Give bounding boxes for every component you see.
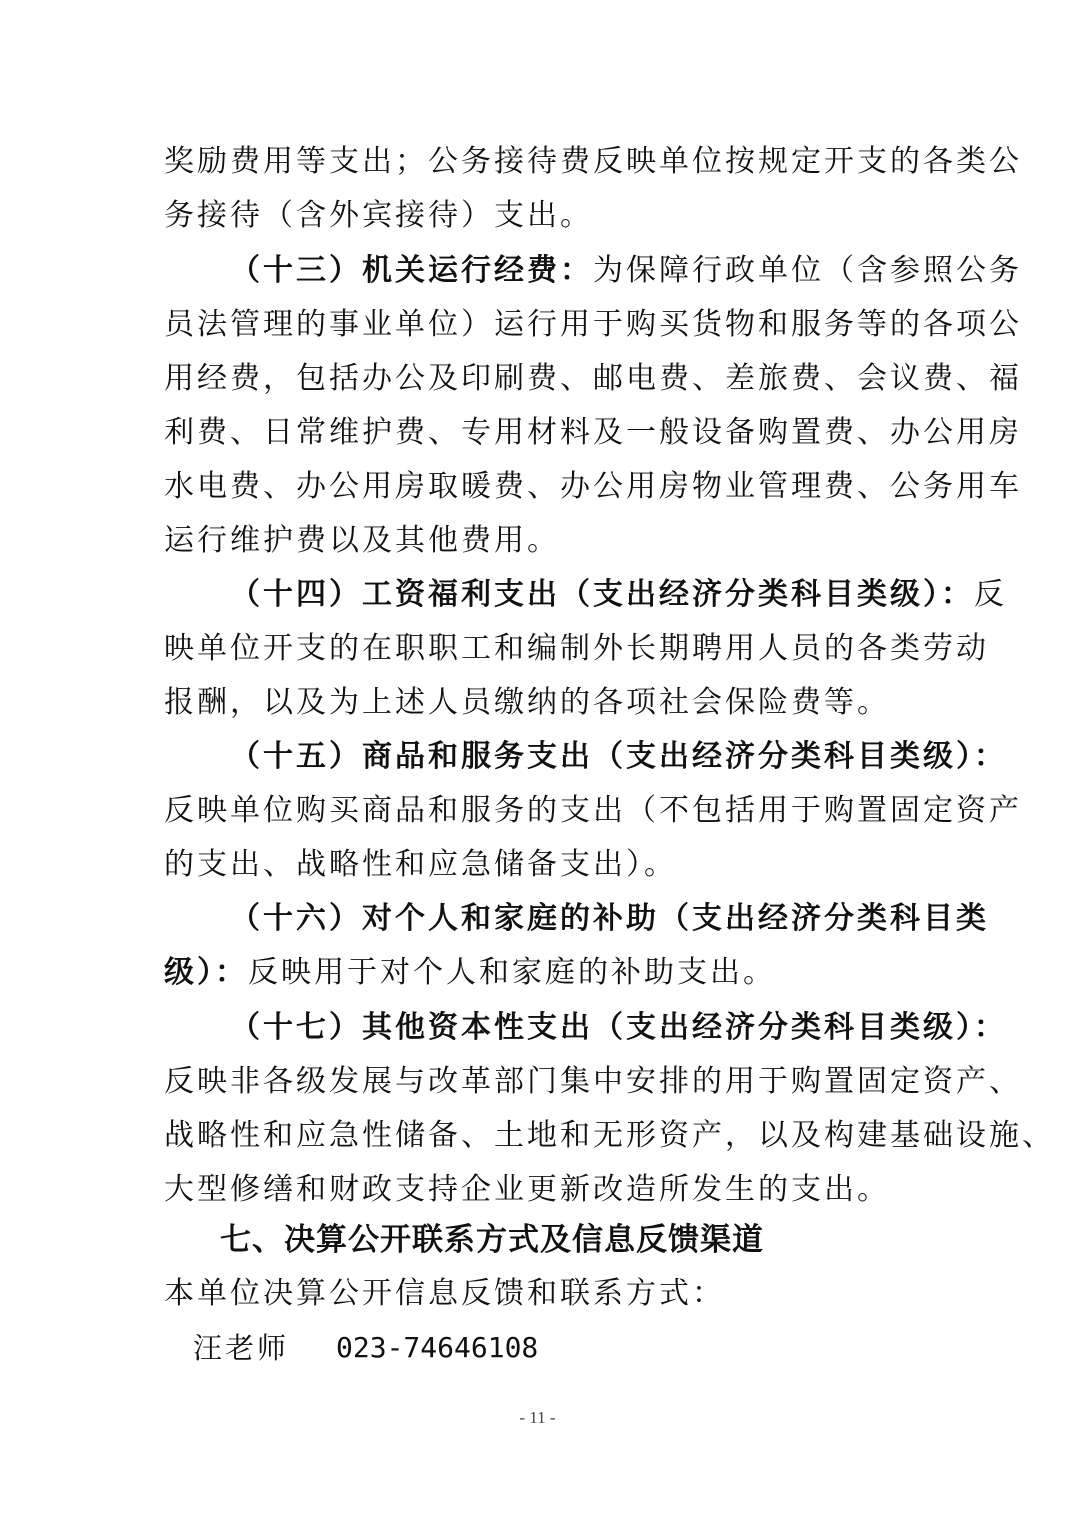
contact-intro: 本单位决算公开信息反馈和联系方式： (164, 1276, 725, 1311)
body-line: 的支出、战略性和应急储备支出）。 (164, 847, 677, 882)
paragraph-16-heading-end: 级）： (164, 955, 248, 990)
paragraph-13-text: 为保障行政单位（含参照公务 (593, 253, 1022, 288)
section-7-title: 七、决算公开联系方式及信息反馈渠道 (220, 1222, 764, 1258)
paragraph-14-first-line (230, 575, 1007, 615)
paragraph-13-heading: （十三）机关运行经费： (230, 253, 593, 288)
body-line: 水电费、办公用房取暖费、办公用房物业管理费、公务用车 (164, 469, 1022, 504)
body-line: 用经费，包括办公及印刷费、邮电费、差旅费、会议费、福 (164, 361, 1022, 396)
body-line: 反映单位购买商品和服务的支出（不包括用于购置固定资产 (164, 793, 1022, 828)
paragraph-16-second-line (164, 953, 924, 993)
body-line: 利费、日常维护费、专用材料及一般设备购置费、办公用房 (164, 415, 1022, 450)
paragraph-17-heading: （十七）其他资本性支出（支出经济分类科目类级）： (230, 1010, 1007, 1045)
body-line: 奖励费用等支出；公务接待费反映单位按规定开支的各类公 (164, 144, 1022, 179)
paragraph-14-text: 反 (974, 577, 1007, 612)
body-line: 反映非各级发展与改革部门集中安排的用于购置固定资产、 (164, 1064, 1022, 1099)
body-line: 战略性和应急性储备、土地和无形资产，以及构建基础设施、 (164, 1118, 1055, 1153)
page-number: - 11 - (519, 1408, 556, 1427)
body-line: 映单位开支的在职职工和编制外长期聘用人员的各类劳动 (164, 631, 989, 666)
body-line: 报酬，以及为上述人员缴纳的各项社会保险费等。 (164, 685, 890, 720)
contact-phone: 023-74646108 (336, 1331, 539, 1364)
paragraph-16-text: 反映用于对个人和家庭的补助支出。 (248, 955, 776, 990)
paragraph-13-first-line (230, 251, 1022, 291)
paragraph-15-heading: （十五）商品和服务支出（支出经济分类科目类级）： (230, 739, 1007, 774)
paragraph-14-heading: （十四）工资福利支出（支出经济分类科目类级）： (230, 577, 974, 612)
paragraph-16-heading: （十六）对个人和家庭的补助（支出经济分类科目类 (230, 901, 989, 936)
contact-name: 汪老师 (193, 1331, 290, 1365)
body-line: 员法管理的事业单位）运行用于购买货物和服务等的各项公 (164, 307, 1022, 342)
body-line: 务接待（含外宾接待）支出。 (164, 198, 593, 233)
body-line: 运行维护费以及其他费用。 (164, 523, 560, 558)
body-line: 大型修缮和财政支持企业更新改造所发生的支出。 (164, 1172, 890, 1207)
